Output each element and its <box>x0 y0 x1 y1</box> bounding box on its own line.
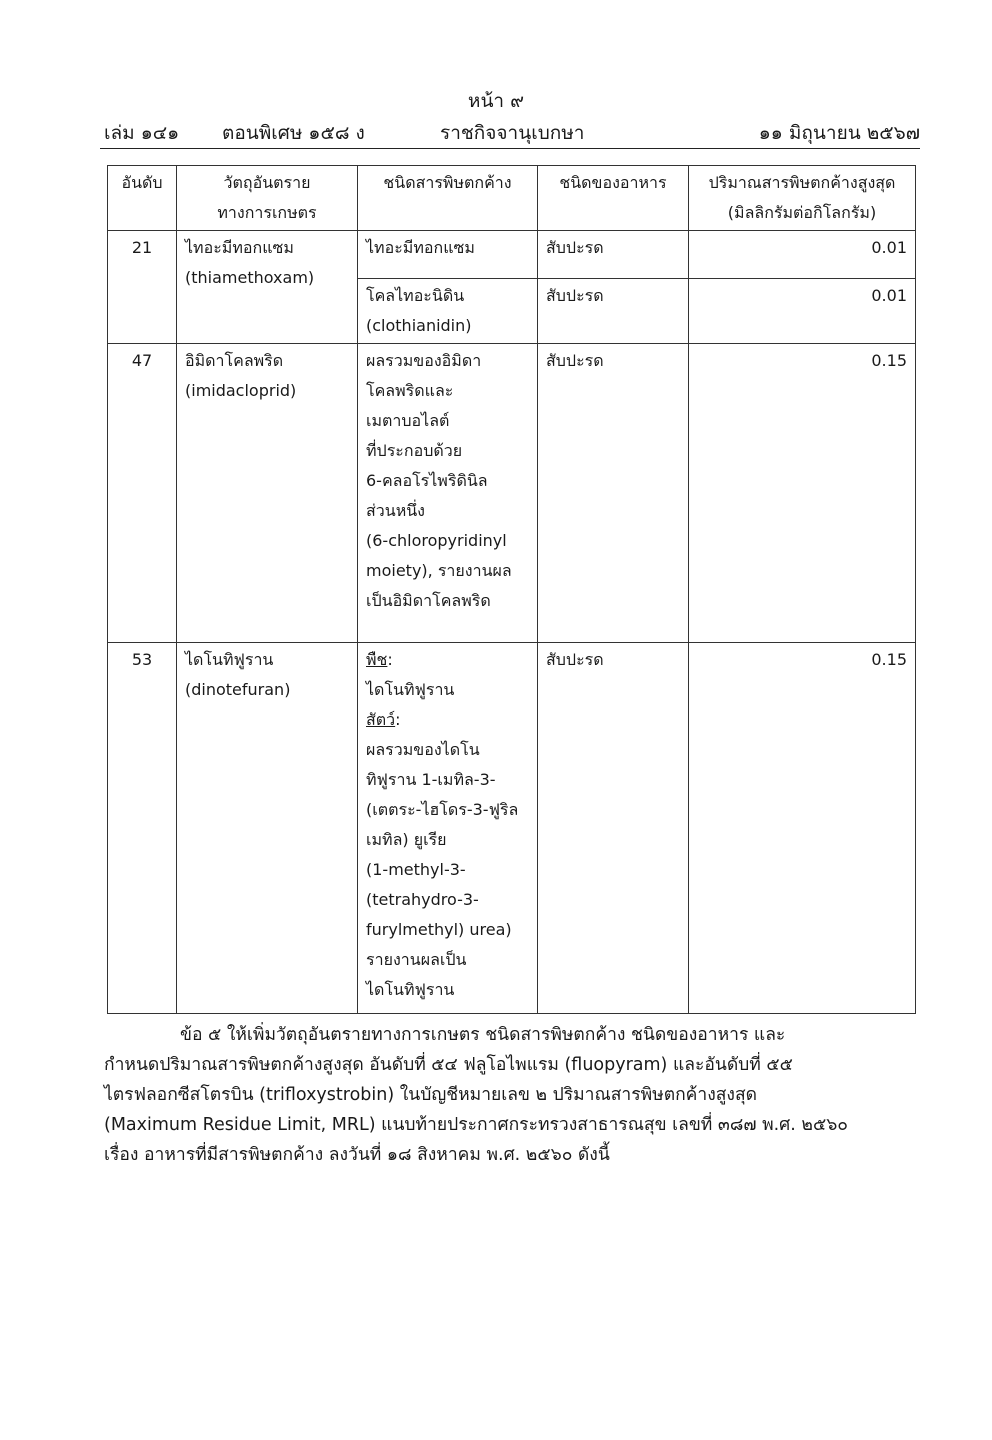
header-residue-type: ชนิดสารพิษตกค้าง <box>358 166 538 231</box>
row-no: 53 <box>108 643 177 1014</box>
table-header-row <box>108 166 916 231</box>
paragraph-line: ข้อ ๕ ให้เพิ่มวัตถุอันตรายทางการเกษตร ชนิดสารพิษตกค้าง ชนิดของอาหาร และ <box>180 1025 786 1045</box>
food-type: สับปะรด <box>538 231 689 279</box>
plant-label: พืช <box>366 650 388 669</box>
header-max-residue-limit: ปริมาณสารพิษตกค้างสูงสุด (มิลลิกรัมต่อกิโลกรัม) <box>689 166 916 231</box>
header-food-type: ชนิดของอาหาร <box>538 166 689 231</box>
table-row <box>108 344 916 643</box>
residue-name: ผลรวมของอิมิดา โคลพริดและ เมตาบอไลต์ ที่ประกอบด้วย 6-คลอโรไพริดินิล ส่วนหนึ่ง (6-chloropyridinyl moiety), รายงานผล เป็นอิมิดาโคลพริด <box>358 344 538 643</box>
hazard-name: อิมิดาโคลพริด (imidacloprid) <box>177 344 358 643</box>
row-no: 47 <box>108 344 177 643</box>
publication-date: ๑๑ มิถุนายน ๒๕๖๗ <box>758 122 920 144</box>
animal-label: สัตว์ <box>366 710 396 729</box>
volume-number: เล่ม ๑๔๑ <box>104 122 180 144</box>
food-type: สับปะรด <box>538 643 689 1014</box>
clause-5-paragraph <box>104 1020 916 1170</box>
hazard-name: ไดโนทิฟูราน (dinotefuran) <box>177 643 358 1014</box>
journal-title: ราชกิจจานุเบกษา <box>440 122 585 144</box>
mrl-table <box>107 165 916 1014</box>
gazette-header <box>104 118 920 146</box>
header-divider <box>100 148 920 149</box>
food-type: สับปะรด <box>538 344 689 643</box>
residue-name: ไทอะมีทอกแซม <box>358 231 538 279</box>
paragraph-line: ไตรฟลอกซีสโตรบิน (trifloxystrobin) ในบัญชีหมายเลข ๒ ปริมาณสารพิษตกค้างสูงสุด <box>104 1085 758 1105</box>
mrl-value: 0.01 <box>689 279 916 344</box>
page-number: หน้า ๙ <box>467 90 525 112</box>
food-type: สับปะรด <box>538 279 689 344</box>
hazard-name: ไทอะมีทอกแซม (thiamethoxam) <box>177 231 358 344</box>
paragraph-line: เรื่อง อาหารที่มีสารพิษตกค้าง ลงวันที่ ๑๘ สิงหาคม พ.ศ. ๒๕๖๐ ดังนี้ <box>104 1145 610 1165</box>
header-hazardous-substance: วัตถุอันตราย ทางการเกษตร <box>177 166 358 231</box>
paragraph-line: (Maximum Residue Limit, MRL) แนบท้ายประกาศกระทรวงสาธารณสุข เลขที่ ๓๘๗ พ.ศ. ๒๕๖๐ <box>104 1115 848 1135</box>
table-row <box>108 231 916 279</box>
special-issue-number: ตอนพิเศษ ๑๕๘ ง <box>222 122 365 144</box>
row-no: 21 <box>108 231 177 344</box>
residue-name: โคลไทอะนิดิน (clothianidin) <box>358 279 538 344</box>
table-row <box>108 643 916 1014</box>
mrl-value: 0.01 <box>689 231 916 279</box>
mrl-value: 0.15 <box>689 643 916 1014</box>
header-no: อันดับ <box>108 166 177 231</box>
residue-name: พืช: ไดโนทิฟูราน สัตว์: ผลรวมของไดโน ทิฟูราน 1-เมทิล-3- (เตตระ-ไฮโดร-3-ฟูริล เมทิล) ยูเรีย (1-methyl-3- (tetrahydro-3- furylmethyl) urea) รายงานผลเป็น ไดโนทิฟูราน <box>358 643 538 1014</box>
paragraph-line: กำหนดปริมาณสารพิษตกค้างสูงสุด อันดับที่ ๕๔ ฟลูโอไพแรม (fluopyram) และอันดับที่ ๕๕ <box>104 1055 793 1075</box>
mrl-value: 0.15 <box>689 344 916 643</box>
